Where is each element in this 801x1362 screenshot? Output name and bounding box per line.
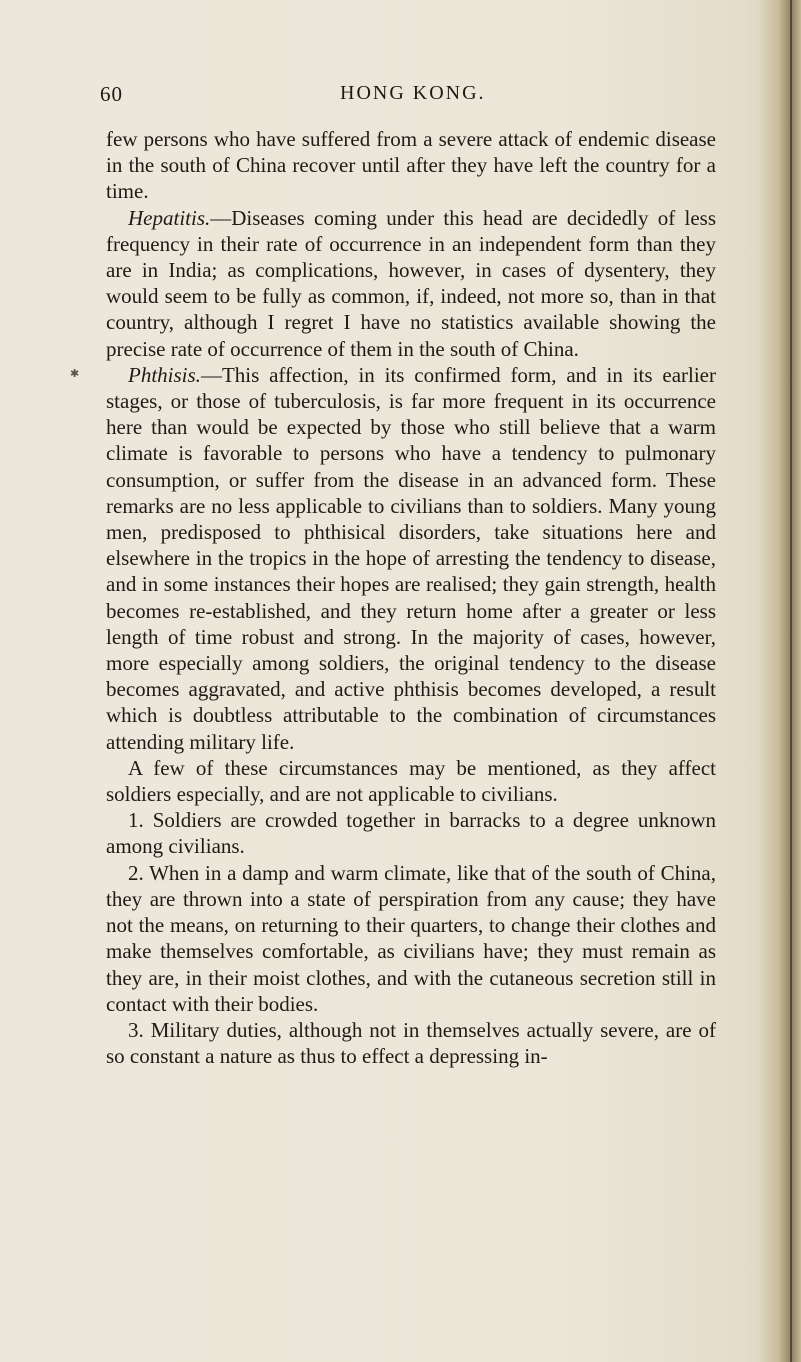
body-text (106, 126, 716, 1069)
list-item-1: 1. Soldiers are crowded together in barracks to a degree unknown among civilians. (106, 808, 716, 859)
page-edge-shadow (759, 0, 801, 1362)
paragraph-phthisis (106, 362, 716, 755)
list-item-2: 2. When in a damp and warm climate, like that of the south of China, they are thrown into a state of perspiration from any cause; they have not the means, on returning to their quarters, to change their clothes and make themselves comfortable, as civilians have; they must remain as they are, in their moist clothes, and with the cutaneous secretion still in contact with their bodies. (106, 860, 716, 1016)
text-hepatitis: —Diseases coming under this head are decidedly of less frequency in their rate of occurrence in an independent form than they are in India; as complications, however, in cases of dysentery, they would seem to be fully as common, if, indeed, not more so, than in that country, although I regret I have no statistics available showing the precise rate of occurrence of them in the south of China. (106, 205, 716, 361)
page-number: 60 (100, 82, 123, 106)
page-edge-line (790, 0, 792, 1362)
list-item-3: 3. Military duties, although not in themselves actually severe, are of so constant a nature as thus to effect a depressing in- (106, 1017, 716, 1069)
running-head: HONG KONG. (340, 82, 486, 104)
paragraph-continuation: few persons who have suffered from a severe attack of endemic disease in the south of China recover until after they have left the country for a time. (106, 127, 716, 204)
heading-phthisis: Phthisis. (128, 362, 201, 387)
paragraph-circumstances: A few of these circumstances may be mentioned, as they affect soldiers especially, and are not applicable to civilians. (106, 755, 716, 807)
page-header (0, 82, 801, 112)
text-phthisis: —This affection, in its confirmed form, and in its earlier stages, or those of tuberculosis, is far more frequent in its occurrence here than would be expected by those who still believe that a warm climate is favorable to persons who have a tendency to pulmonary consumption, or suffer from the disease in an advanced form. These remarks are no less applicable to civilians than to soldiers. Many young men, predisposed to phthisical disorders, take situations here and elsewhere in the tropics in the hope of arresting the tendency to disease, and in some instances their hopes are realised; they gain strength, health becomes re-established, and they return home after a greater or less length of time robust and strong. In the majority of cases, however, more especially among soldiers, the original tendency to the disease becomes aggravated, and active phthisis becomes developed, a result which is doubtless attributable to the combination of circumstances attending military life. (106, 362, 716, 754)
heading-hepatitis: Hepatitis. (128, 205, 211, 230)
margin-speck: ✱ (70, 367, 80, 380)
paragraph-hepatitis (106, 205, 716, 362)
